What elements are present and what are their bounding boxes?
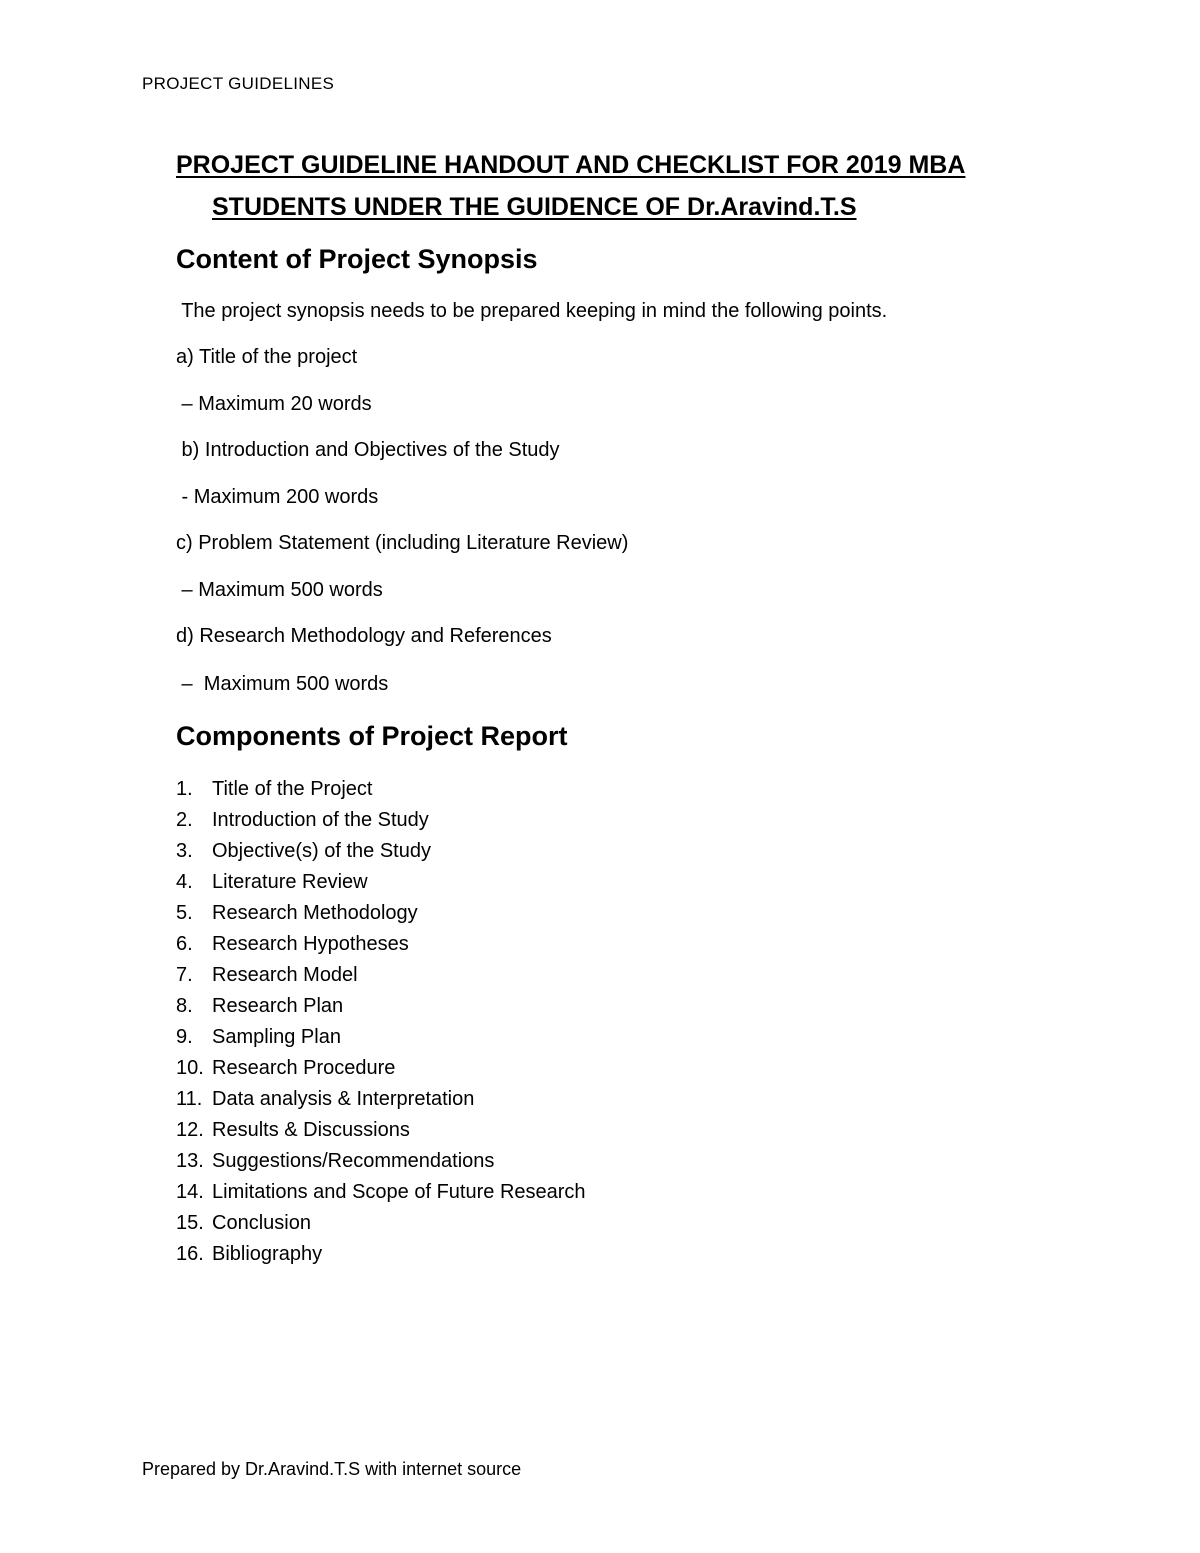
list-item (176, 1115, 586, 1146)
page-footer: Prepared by Dr.Aravind.T.S with internet source (142, 1459, 522, 1479)
list-item-text: Introduction of the Study (212, 809, 429, 831)
list-item-text: Conclusion (212, 1212, 311, 1234)
list-item-text: Sampling Plan (212, 1026, 341, 1048)
list-item-text: Data analysis & Interpretation (212, 1088, 475, 1110)
list-item (176, 805, 586, 836)
list-item (176, 1177, 586, 1208)
list-item-text: Title of the Project (212, 778, 373, 800)
report-heading: Components of Project Report (176, 721, 568, 751)
list-item (176, 867, 586, 898)
page-header: PROJECT GUIDELINES (142, 74, 335, 93)
list-item-number: 1. (176, 778, 193, 800)
list-item (176, 960, 586, 991)
list-item-number: 6. (176, 933, 193, 955)
list-item-number: 4. (176, 871, 193, 893)
list-item (176, 1146, 586, 1177)
synopsis-item-a-limit: – Maximum 20 words (176, 393, 372, 415)
list-item (176, 1208, 586, 1239)
list-item-text: Research Procedure (212, 1057, 396, 1079)
list-item-text: Research Plan (212, 995, 344, 1017)
list-item-text: Results & Discussions (212, 1119, 410, 1141)
list-item-number: 2. (176, 809, 193, 831)
list-item (176, 1239, 586, 1270)
synopsis-item-a-label: a) Title of the project (176, 346, 358, 368)
list-item (176, 898, 586, 929)
synopsis-item-c-limit: – Maximum 500 words (176, 579, 383, 601)
list-item-number: 16. (176, 1243, 204, 1265)
list-item-text: Bibliography (212, 1243, 323, 1265)
list-item-number: 14. (176, 1181, 204, 1203)
list-item (176, 836, 586, 867)
list-item-number: 13. (176, 1150, 204, 1172)
list-item-number: 12. (176, 1119, 204, 1141)
list-item-number: 11. (176, 1088, 203, 1110)
document-title (176, 144, 1036, 228)
list-item (176, 1084, 586, 1115)
list-item-text: Research Hypotheses (212, 933, 409, 955)
list-item-text: Limitations and Scope of Future Research (212, 1181, 586, 1203)
list-item (176, 1053, 586, 1084)
list-item-number: 10. (176, 1057, 204, 1079)
list-item-number: 15. (176, 1212, 204, 1234)
synopsis-item-b-label: b) Introduction and Objectives of the Study (176, 439, 560, 461)
list-item (176, 774, 586, 805)
title-line-1: PROJECT GUIDELINE HANDOUT AND CHECKLIST FOR 2019 MBA (176, 151, 966, 179)
list-item-number: 5. (176, 902, 193, 924)
synopsis-intro: The project synopsis needs to be prepared keeping in mind the following points. (176, 300, 888, 322)
list-item-number: 9. (176, 1026, 193, 1048)
report-components-list (176, 774, 586, 1270)
list-item-text: Suggestions/Recommendations (212, 1150, 495, 1172)
synopsis-item-b-limit: - Maximum 200 words (176, 486, 379, 508)
synopsis-item-c-label: c) Problem Statement (including Literature Review) (176, 532, 629, 554)
list-item-number: 3. (176, 840, 193, 862)
title-line-2: STUDENTS UNDER THE GUIDENCE OF Dr.Aravind.T.S (212, 193, 857, 221)
list-item-number: 7. (176, 964, 193, 986)
list-item (176, 991, 586, 1022)
synopsis-heading: Content of Project Synopsis (176, 244, 538, 274)
list-item (176, 1022, 586, 1053)
synopsis-item-d-limit: – Maximum 500 words (176, 673, 389, 695)
list-item-text: Literature Review (212, 871, 368, 893)
list-item-text: Objective(s) of the Study (212, 840, 431, 862)
synopsis-item-d-label: d) Research Methodology and References (176, 625, 552, 647)
list-item-text: Research Methodology (212, 902, 418, 924)
list-item-number: 8. (176, 995, 193, 1017)
list-item (176, 929, 586, 960)
list-item-text: Research Model (212, 964, 358, 986)
